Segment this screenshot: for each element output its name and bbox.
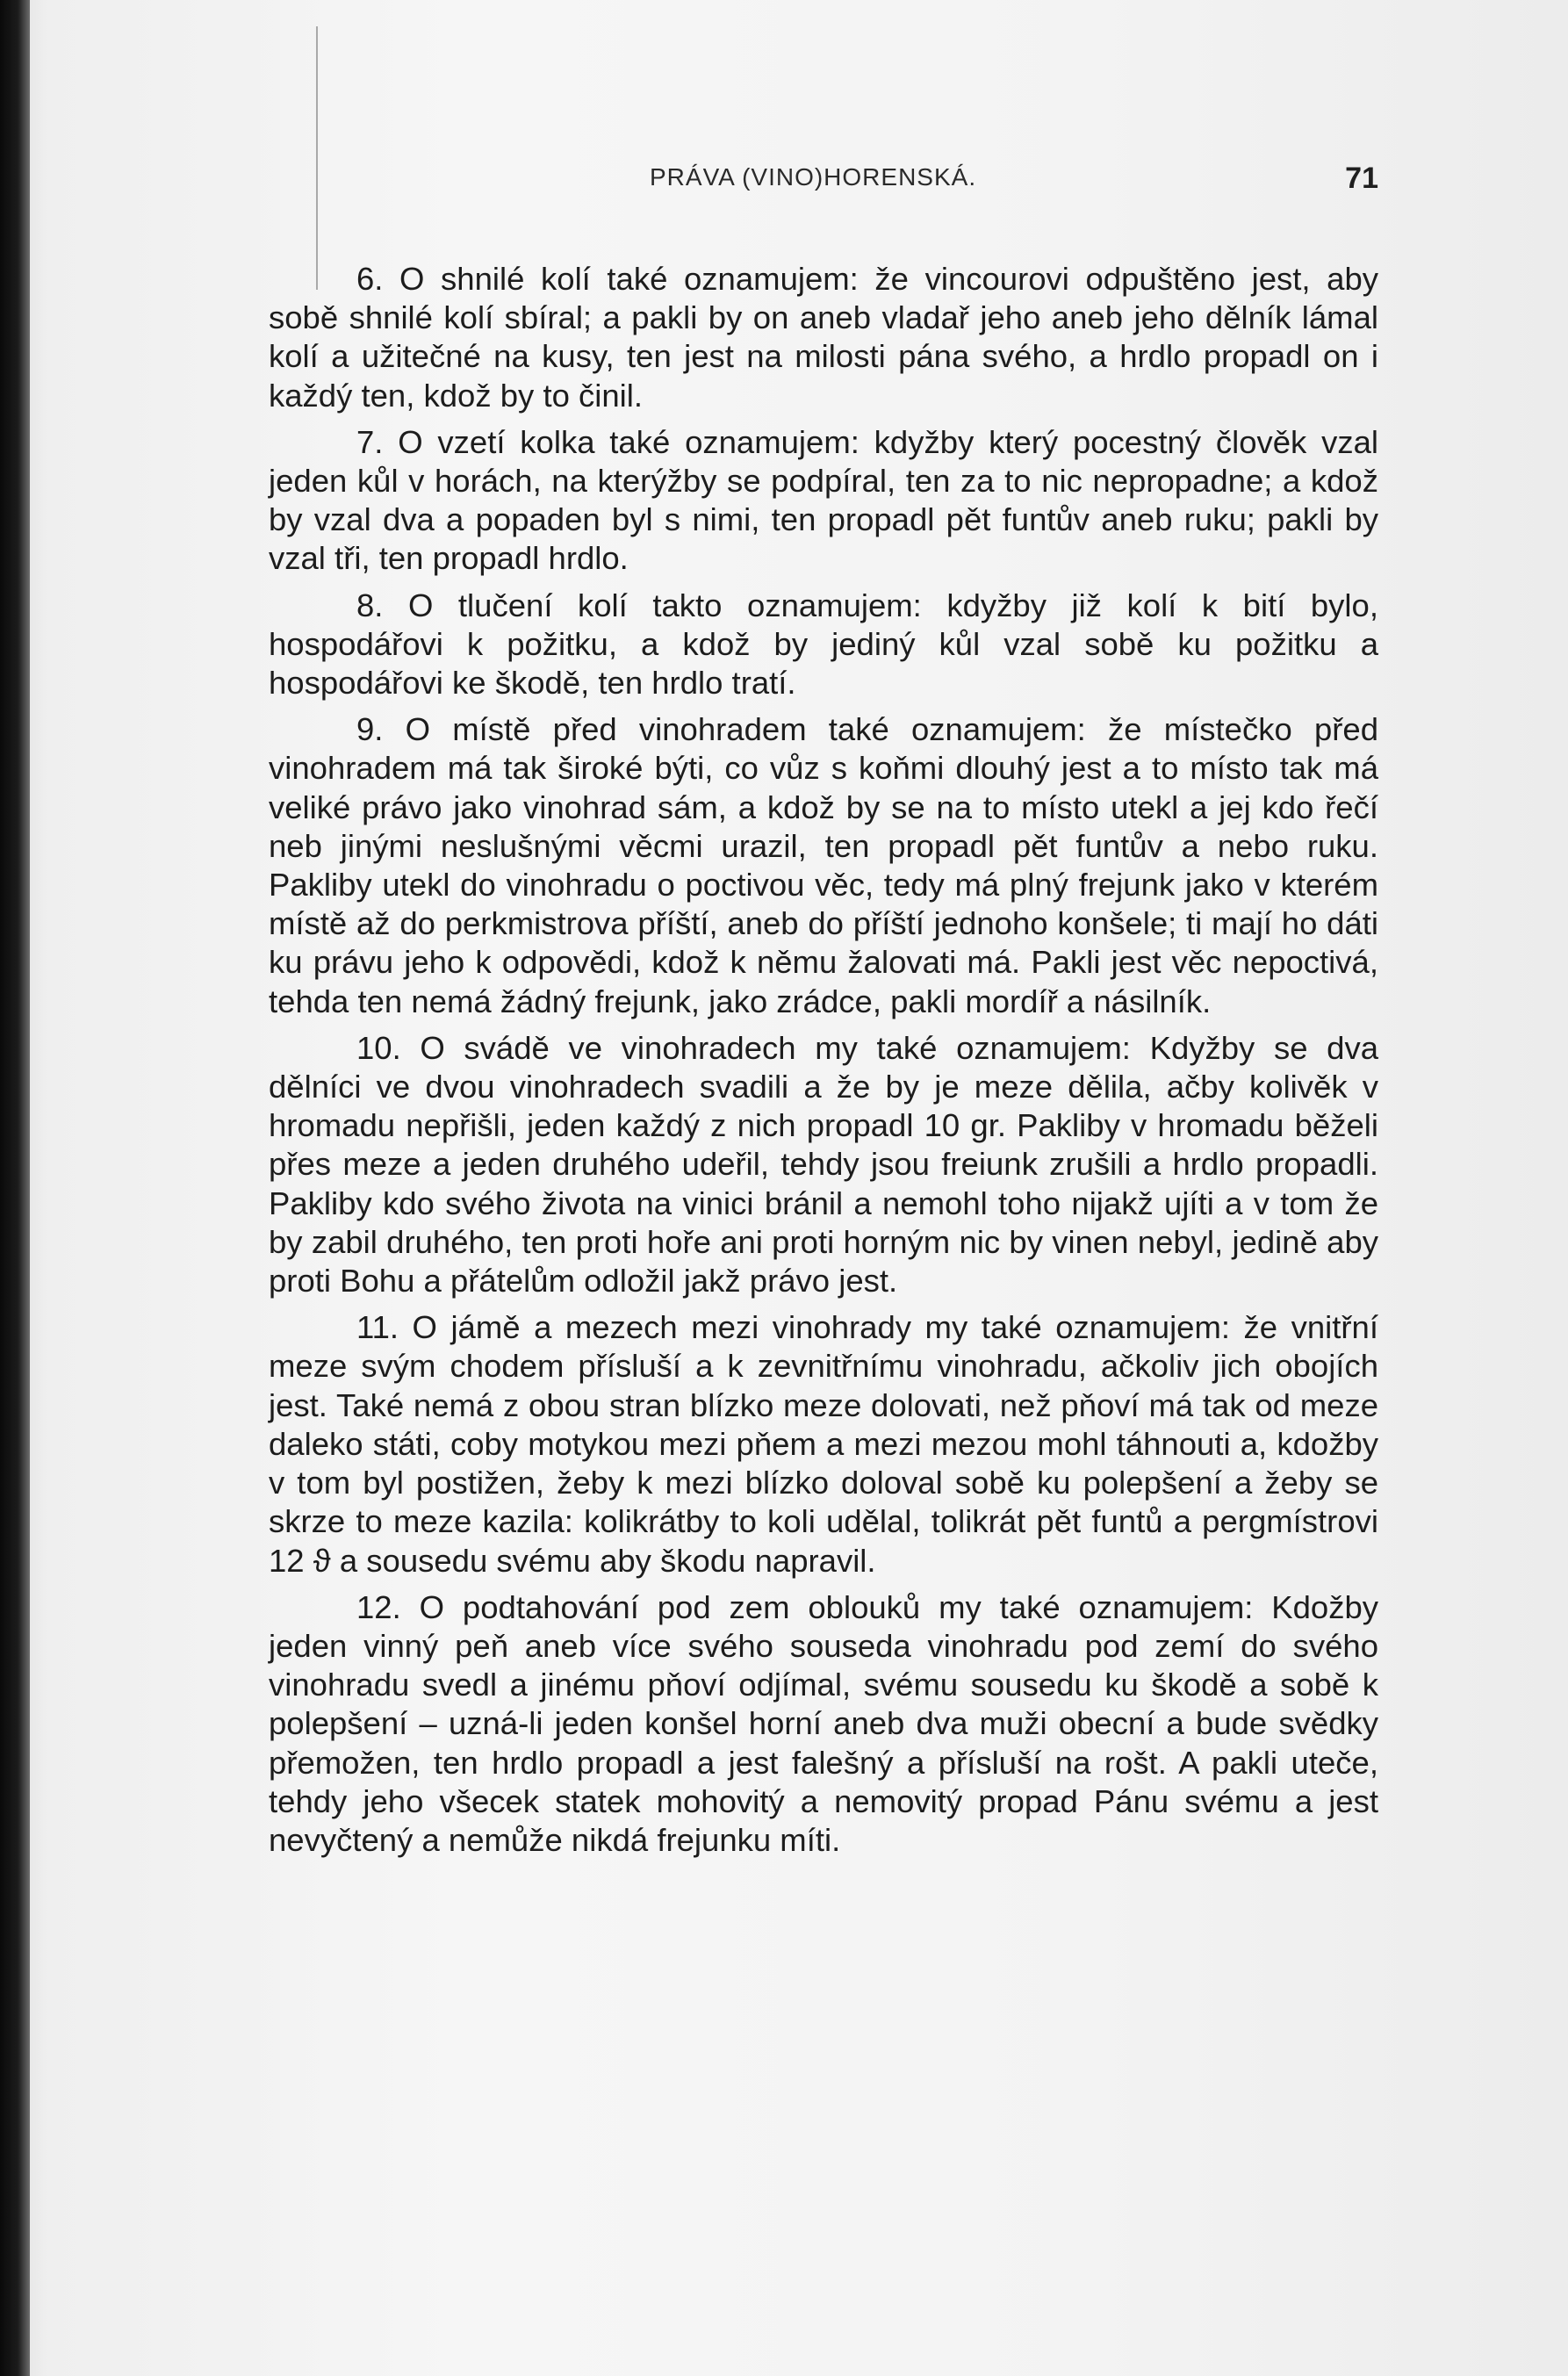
- binding-line: [316, 26, 318, 290]
- binding-edge: [0, 0, 30, 2376]
- body-text: [269, 260, 1378, 1868]
- paragraph-7: 7. O vzetí kolka také oznamujem: kdyžby který pocestný člověk vzal jeden kůl v horách, na kterýžby se podpíral, ten za to nic nepropadne; a kdož by vzal dva a popaden byl s nimi, ten propadl pět funtův aneb ruku; pakli by vzal tři, ten propadl hrdlo.: [269, 423, 1378, 577]
- paragraph-11: 11. O jámě a mezech mezi vinohrady my také oznamujem: že vnitřní meze svým chodem přísluší a k zevnitřnímu vinohradu, ačkoliv jich obojích jest. Také nemá z obou stran blízko meze dolovati, než pňoví má tak od meze daleko státi, coby motykou mezi pňem a mezi mezou mohl táhnouti a, kdožby v tom byl postižen, žeby k mezi blízko doloval sobě ku polepšení a žeby se skrze to meze kazila: kolikrátby to koli udělal, tolikrát pět funtů a pergmístrovi 12 ϑ a sousedu svému aby škodu napravil.: [269, 1309, 1378, 1579]
- paragraph-8: 8. O tlučení kolí takto oznamujem: kdyžby již kolí k bití bylo, hospodářovi k požitku, a kdož by jediný kůl vzal sobě ku požitku a hospodářovi ke škodě, ten hrdlo tratí.: [269, 587, 1378, 702]
- paragraph-12: 12. O podtahování pod zem oblouků my také oznamujem: Kdožby jeden vinný peň aneb více svého souseda vinohradu pod zemí do svého vinohradu svedl a jinému pňoví odjímal, svému sousedu ku škodě a sobě k polepšení – uzná-li jeden konšel horní aneb dva muži obecní a bude svědky přemožen, ten hrdlo propadl a jest falešný a přísluší na rošt. A pakli uteče, tehdy jeho všecek statek mohovitý a nemovitý propad Pánu svému a jest nevyčtený a nemůže nikdá frejunku míti.: [269, 1588, 1378, 1858]
- paragraph-9: 9. O místě před vinohradem také oznamujem: že místečko před vinohradem má tak široké býti, co vůz s koňmi dlouhý jest a to místo tak má veliké právo jako vinohrad sám, a kdož by se na to místo utekl a jej kdo řečí neb jinými neslušnými věcmi urazil, ten propadl pět funtův a nebo ruku. Pakliby utekl do vinohradu o poctivou věc, tedy má plný frejunk jako v kterém místě až do perkmistrova příští, aneb do příští jednoho konšele; ti mají ho dáti ku právu jeho k odpovědi, kdož k němu žalovati má. Pakli jest věc nepoctivá, tehda ten nemá žádný frejunk, jako zrádce, pakli mordíř a násilník.: [269, 711, 1378, 1019]
- page-header: [263, 163, 1378, 207]
- paragraph-10: 10. O svádě ve vinohradech my také oznamujem: Kdyžby se dva dělníci ve dvou vinohradech svadili a že by je meze dělila, ačby kolivěk v hromadu nepřišli, jeden každý z nich propadl 10 gr. Pakliby v hromadu běželi přes meze a jeden druhého udeřil, tehdy jsou freiunk zrušili a hrdlo propadli. Pakliby kdo svého života na vinici bránil a nemohl toho nijakž ujíti a v tom že by zabil druhého, ten proti hoře ani proti horným nic by vinen nebyl, jedině aby proti Bohu a přátelům odložil jakž právo jest.: [269, 1029, 1378, 1300]
- running-head: PRÁVA (VINO)HORENSKÁ.: [650, 163, 977, 191]
- page-number: 71: [1345, 162, 1378, 195]
- paragraph-6: 6. O shnilé kolí také oznamujem: že vincourovi odpuštěno jest, aby sobě shnilé kolí sbíral; a pakli by on aneb vladař jeho aneb jeho dělník lámal kolí a užitečné na kusy, ten jest na milosti pána svého, a hrdlo propadl on i každý ten, kdož by to činil.: [269, 261, 1378, 414]
